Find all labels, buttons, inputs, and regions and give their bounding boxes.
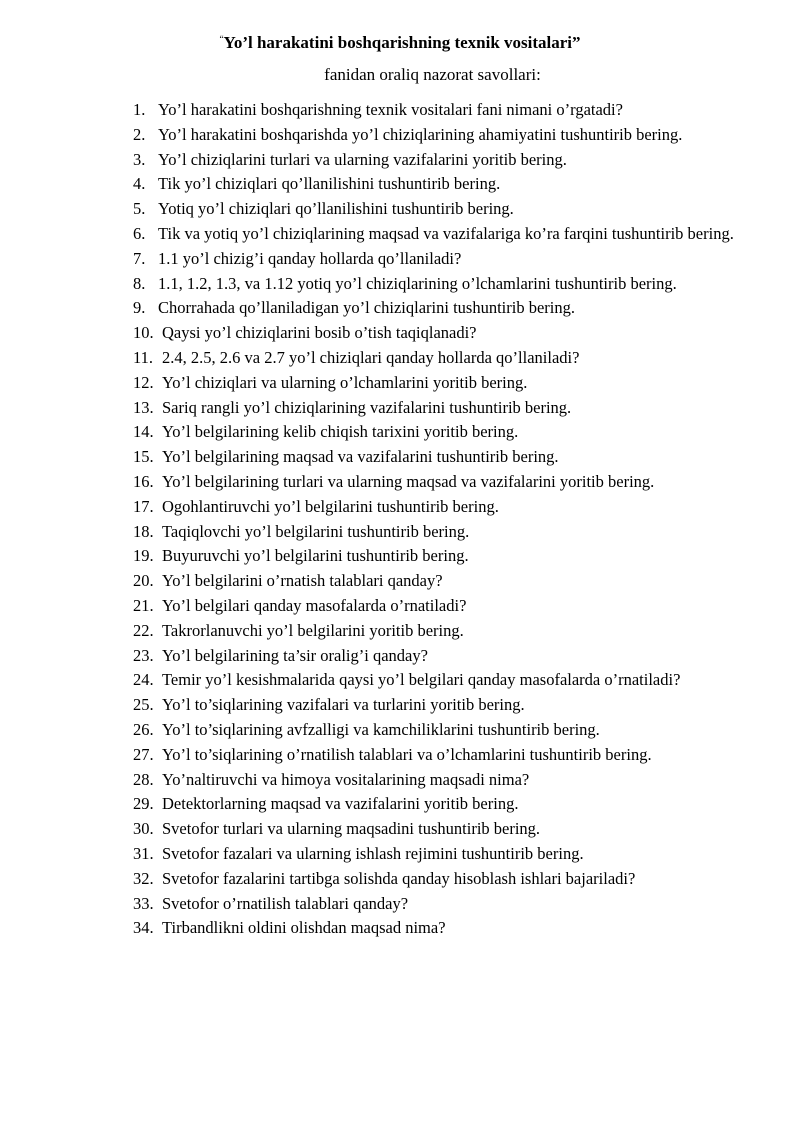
question-text: Yo’l belgilarining kelib chiqish tarixini yoritib bering. — [162, 422, 519, 442]
question-text: Svetofor turlari va ularning maqsadini tushuntirib bering. — [162, 819, 541, 839]
list-item — [133, 371, 743, 396]
list-item — [133, 197, 743, 222]
question-number: 34. — [133, 918, 154, 938]
question-list — [133, 98, 743, 941]
question-text: Qaysi yo’l chiziqlarini bosib o’tish taqiqlanadi? — [162, 323, 477, 343]
question-text: Yo’l belgilari qanday masofalarda o’rnatiladi? — [162, 595, 467, 615]
question-number: 15. — [133, 447, 154, 467]
question-text: Yo’l to’siqlarining vazifalari va turlarini yoritib bering. — [162, 695, 525, 715]
question-number: 21. — [133, 595, 154, 615]
question-number: 17. — [133, 496, 154, 516]
question-number: 1. — [133, 100, 146, 119]
list-item — [133, 619, 743, 644]
question-text: Yo’l to’siqlarining o’rnatilish talablari va o’lchamlarini tushuntirib bering. — [162, 744, 652, 764]
list-item — [133, 817, 743, 842]
question-text: Temir yo’l kesishmalarida qaysi yo’l belgilari qanday masofalarda o’rnatiladi? — [162, 670, 681, 690]
question-text: Yo’l belgilarining maqsad va vazifalarini tushuntirib bering. — [162, 447, 559, 467]
question-text: Chorrahada qo’llaniladigan yo’l chiziqlarini tushuntirib bering. — [158, 298, 575, 318]
question-text: Detektorlarning maqsad va vazifalarini yoritib bering. — [162, 794, 519, 814]
question-text: Buyuruvchi yo’l belgilarini tushuntirib bering. — [162, 546, 469, 566]
question-text: 1.1 yo’l chizig’i qanday hollarda qo’llaniladi? — [158, 248, 462, 268]
question-number: 2. — [133, 124, 146, 144]
question-number: 29. — [133, 794, 154, 814]
list-item — [133, 916, 743, 941]
list-item — [133, 544, 743, 569]
list-item — [133, 222, 743, 247]
title-text: Yo’l harakatini boshqarishning texnik vositalari” — [223, 33, 581, 52]
question-number: 4. — [133, 174, 146, 194]
list-item — [133, 247, 743, 272]
question-text: Yo’l harakatini boshqarishning texnik vositalari fani nimani o’rgatadi? — [158, 100, 623, 119]
question-number: 7. — [133, 248, 146, 268]
question-number: 5. — [133, 199, 146, 219]
question-text: Tirbandlikni oldini olishdan maqsad nima? — [162, 918, 446, 938]
list-item — [133, 892, 743, 917]
question-text: Yo’l belgilarining ta’sir oralig’i qanday? — [162, 645, 428, 665]
list-item — [133, 792, 743, 817]
question-number: 12. — [133, 372, 154, 392]
question-number: 31. — [133, 843, 154, 863]
question-number: 33. — [133, 893, 154, 913]
question-number: 30. — [133, 819, 154, 839]
list-item — [133, 321, 743, 346]
list-item — [133, 123, 743, 148]
list-item — [133, 445, 743, 470]
question-text: Tik va yotiq yo’l chiziqlarining maqsad va vazifalariga ko’ra farqini tushuntirib bering. — [158, 223, 734, 243]
question-number: 26. — [133, 719, 154, 739]
question-number: 18. — [133, 521, 154, 541]
question-number: 23. — [133, 645, 154, 665]
list-item — [133, 718, 743, 743]
question-text: Yo’l harakatini boshqarishda yo’l chiziqlarining ahamiyatini tushuntirib bering. — [158, 124, 683, 144]
question-text: Svetofor fazalarini tartibga solishda qanday hisoblash ishlari bajariladi? — [162, 868, 636, 888]
question-number: 10. — [133, 323, 154, 343]
list-item — [133, 172, 743, 197]
question-text: Yo’l to’siqlarining avfzalligi va kamchiliklarini tushuntirib bering. — [162, 719, 600, 739]
question-number: 19. — [133, 546, 154, 566]
question-number: 6. — [133, 223, 146, 243]
list-item — [133, 569, 743, 594]
list-item — [133, 296, 743, 321]
question-number: 8. — [133, 273, 146, 293]
question-text: Ogohlantiruvchi yo’l belgilarini tushuntirib bering. — [162, 496, 499, 516]
question-number: 32. — [133, 868, 154, 888]
question-text: Tik yo’l chiziqlari qo’llanilishini tushuntirib bering. — [158, 174, 501, 194]
list-item — [133, 396, 743, 421]
question-text: Yo’l chiziqlarini turlari va ularning vazifalarini yoritib bering. — [158, 149, 567, 169]
page-title — [0, 28, 800, 54]
question-number: 11. — [133, 347, 154, 367]
list-item — [133, 867, 743, 892]
question-number: 25. — [133, 695, 154, 715]
question-number: 14. — [133, 422, 154, 442]
list-item — [133, 520, 743, 545]
question-text: Yo’l belgilarining turlari va ularning maqsad va vazifalarini yoritib bering. — [162, 471, 655, 491]
list-item — [133, 420, 743, 445]
question-number: 20. — [133, 571, 154, 591]
list-item — [133, 495, 743, 520]
question-text: Svetofor o’rnatilish talablari qanday? — [162, 893, 409, 913]
question-number: 28. — [133, 769, 154, 789]
list-item — [133, 98, 743, 123]
title-open-quote: “ — [219, 34, 224, 44]
question-text: 2.4, 2.5, 2.6 va 2.7 yo’l chiziqlari qanday hollarda qo’llaniladi? — [162, 347, 580, 367]
question-text: Sariq rangli yo’l chiziqlarining vazifalarini tushuntirib bering. — [162, 397, 572, 417]
list-item — [133, 148, 743, 173]
question-text: Svetofor fazalari va ularning ishlash rejimini tushuntirib bering. — [162, 843, 584, 863]
question-text: Yotiq yo’l chiziqlari qo’llanilishini tushuntirib bering. — [158, 199, 514, 219]
list-item — [133, 594, 743, 619]
question-text: Yo’naltiruvchi va himoya vositalarining maqsadi nima? — [162, 769, 530, 789]
question-number: 27. — [133, 744, 154, 764]
question-number: 22. — [133, 620, 154, 640]
question-number: 13. — [133, 397, 154, 417]
list-item — [133, 644, 743, 669]
question-number: 24. — [133, 670, 154, 690]
list-item — [133, 842, 743, 867]
list-item — [133, 272, 743, 297]
question-text: Taqiqlovchi yo’l belgilarini tushuntirib bering. — [162, 521, 470, 541]
list-item — [133, 470, 743, 495]
question-number: 3. — [133, 149, 146, 169]
question-text: 1.1, 1.2, 1.3, va 1.12 yotiq yo’l chiziqlarining o’lchamlarini tushuntirib bering. — [158, 273, 677, 293]
question-text: Yo’l belgilarini o’rnatish talablari qanday? — [162, 571, 443, 591]
page-subtitle: fanidan oraliq nazorat savollari: — [324, 65, 541, 84]
list-item — [133, 693, 743, 718]
list-item — [133, 768, 743, 793]
question-text: Yo’l chiziqlari va ularning o’lchamlarini yoritib bering. — [162, 372, 528, 392]
question-number: 16. — [133, 471, 154, 491]
list-item — [133, 346, 743, 371]
question-text: Takrorlanuvchi yo’l belgilarini yoritib bering. — [162, 620, 464, 640]
list-item — [133, 743, 743, 768]
question-number: 9. — [133, 298, 146, 318]
list-item — [133, 668, 743, 693]
